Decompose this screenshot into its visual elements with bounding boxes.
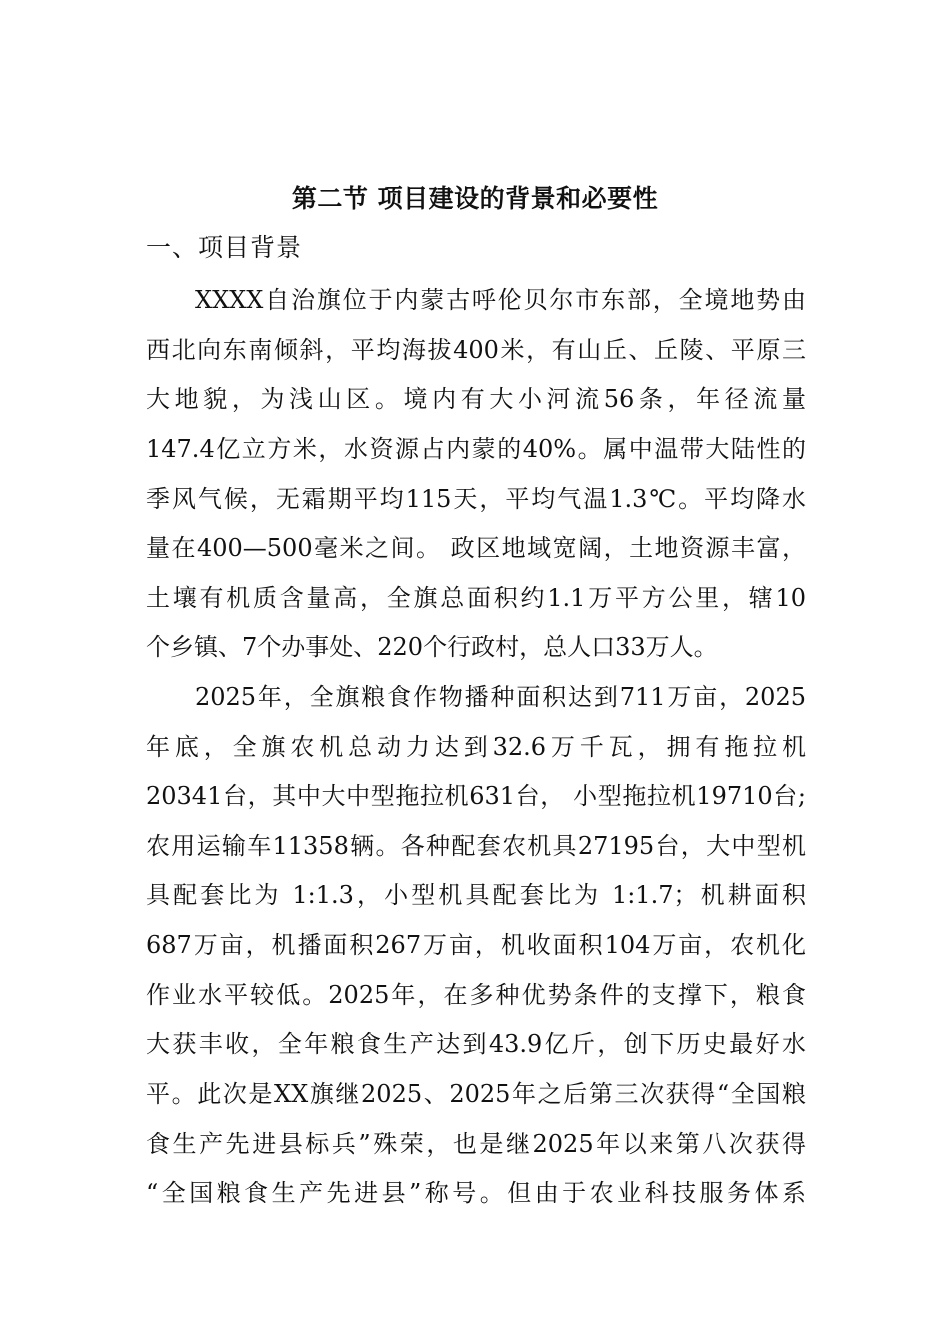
paragraph-1-line-3: 大地貌，为浅山区。境内有大小河流56条，年径流量 (146, 385, 806, 413)
paragraph-1-line-7: 土壤有机质含量高，全旗总面积约1.1万平方公里，辖10 (146, 584, 806, 612)
paragraph-2-line-8: 大获丰收，全年粮食生产达到43.9亿斤，创下历史最好水 (146, 1030, 806, 1058)
paragraph-2-line-1: 2025年，全旗粮食作物播种面积达到711万亩，2025 (195, 683, 806, 711)
paragraph-2-line-11: “全国粮食生产先进县”称号。但由于农业科技服务体系 (146, 1179, 806, 1207)
paragraph-1-line-1: XXXX自治旗位于内蒙古呼伦贝尔市东部，全境地势由 (195, 286, 806, 314)
paragraph-2-line-4: 农用运输车11358辆。各种配套农机具27195台，大中型机 (146, 832, 806, 860)
paragraph-2-line-10: 食生产先进县标兵”殊荣，也是继2025年以来第八次获得 (146, 1130, 806, 1158)
paragraph-1-line-4: 147.4亿立方米，水资源占内蒙的40%。属中温带大陆性的 (146, 435, 806, 463)
paragraph-1-line-8: 个乡镇、7个办事处、220个行政村，总人口33万人。 (146, 633, 718, 661)
paragraph-2-line-5: 具配套比为 1:1.3，小型机具配套比为 1:1.7；机耕面积 (146, 881, 806, 909)
paragraph-1-line-5: 季风气候，无霜期平均115天，平均气温1.3℃。平均降水 (146, 485, 806, 513)
paragraph-2-line-3: 20341台，其中大中型拖拉机631台， 小型拖拉机19710台; (146, 782, 806, 810)
paragraph-2-line-7: 作业水平较低。2025年，在多种优势条件的支撑下，粮食 (146, 981, 806, 1009)
paragraph-1-line-6: 量在400—500毫米之间。 政区地域宽阔，土地资源丰富， (146, 534, 806, 562)
sub-heading: 一、项目背景 (146, 233, 303, 262)
paragraph-2-line-6: 687万亩，机播面积267万亩，机收面积104万亩，农机化 (146, 931, 806, 959)
paragraph-1-line-2: 西北向东南倾斜，平均海拔400米，有山丘、丘陵、平原三 (146, 336, 806, 364)
section-title: 第二节 项目建设的背景和必要性 (291, 184, 659, 213)
paragraph-2-line-2: 年底，全旗农机总动力达到32.6万千瓦，拥有拖拉机 (146, 733, 806, 761)
paragraph-2-line-9: 平。此次是XX旗继2025、2025年之后第三次获得“全国粮 (146, 1080, 806, 1108)
